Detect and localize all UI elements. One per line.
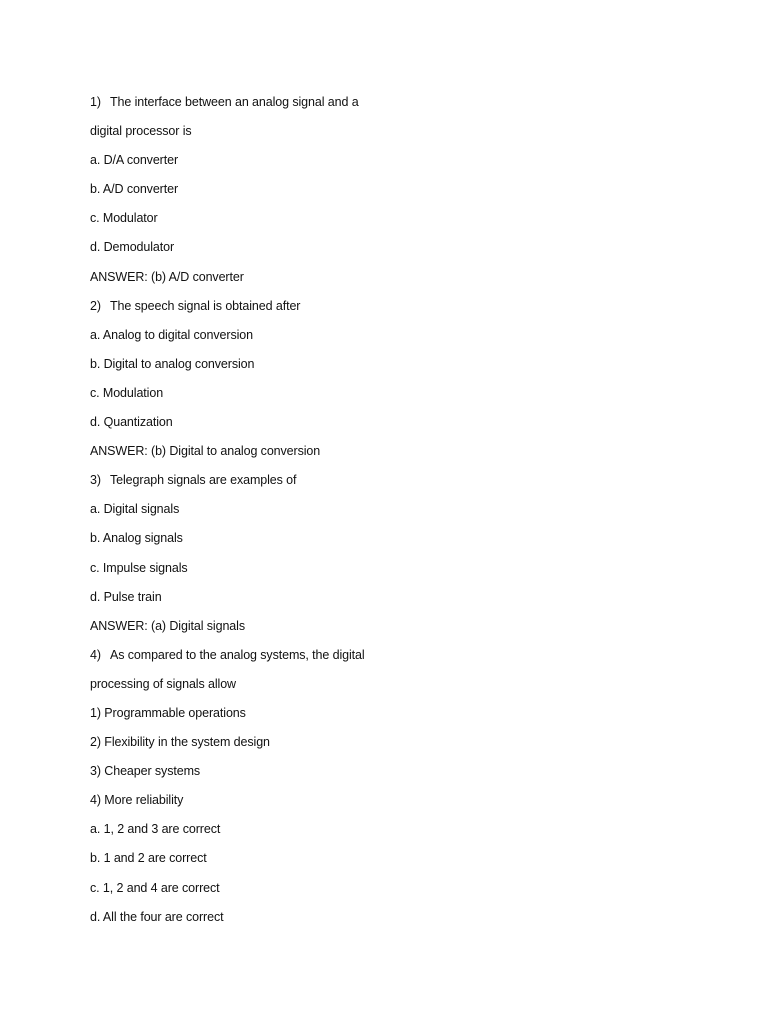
question-2-option-c: c. Modulation [90, 385, 164, 400]
question-4-option-c: c. 1, 2 and 4 are correct [90, 880, 220, 895]
question-3-number: 3) [90, 473, 101, 488]
question-1-text: The interface between an analog signal and a [110, 95, 359, 109]
question-2-option-b: b. Digital to analog conversion [90, 356, 255, 371]
question-1-answer: ANSWER: (b) A/D converter [90, 269, 244, 284]
question-2-option-d: d. Quantization [90, 415, 173, 430]
question-3-option-b: b. Analog signals [90, 531, 183, 546]
question-4-statement-4: 4) More reliability [90, 793, 184, 808]
question-list [90, 88, 710, 932]
question-4-text-line-1 [90, 641, 710, 670]
question-2-text-line-1 [90, 292, 710, 321]
question-4-text: As compared to the analog systems, the digital [110, 647, 365, 662]
question-4-option-a: a. 1, 2 and 3 are correct [90, 822, 221, 837]
question-1-text-line-1 [90, 88, 710, 117]
question-1-option-c: c. Modulator [90, 211, 158, 226]
question-1-number: 1) [90, 95, 101, 109]
question-4-option-d: d. All the four are correct [90, 909, 224, 924]
question-4-option-b: b. 1 and 2 are correct [90, 851, 207, 866]
question-2-option-a: a. Analog to digital conversion [90, 327, 253, 342]
question-3-option-d: d. Pulse train [90, 589, 162, 604]
question-3-option-a: a. Digital signals [90, 502, 180, 517]
question-4-statement-2: 2) Flexibility in the system design [90, 735, 270, 750]
question-2-answer: ANSWER: (b) Digital to analog conversion [90, 444, 321, 459]
question-3-text-line-1 [90, 466, 710, 495]
question-4-number: 4) [90, 647, 101, 662]
question-4-text-line-2: processing of signals allow [90, 676, 236, 691]
question-3-text: Telegraph signals are examples of [110, 473, 297, 488]
question-1-option-b: b. A/D converter [90, 182, 179, 197]
question-3-answer: ANSWER: (a) Digital signals [90, 618, 245, 633]
question-2-number: 2) [90, 298, 101, 313]
question-2-text: The speech signal is obtained after [110, 298, 301, 313]
question-1-option-d: d. Demodulator [90, 240, 175, 255]
question-3-option-c: c. Impulse signals [90, 560, 188, 575]
question-4-statement-3: 3) Cheaper systems [90, 764, 201, 779]
question-4-statement-1: 1) Programmable operations [90, 705, 246, 720]
question-1-option-a: a. D/A converter [90, 153, 179, 168]
question-1-text-line-2: digital processor is [90, 124, 192, 139]
